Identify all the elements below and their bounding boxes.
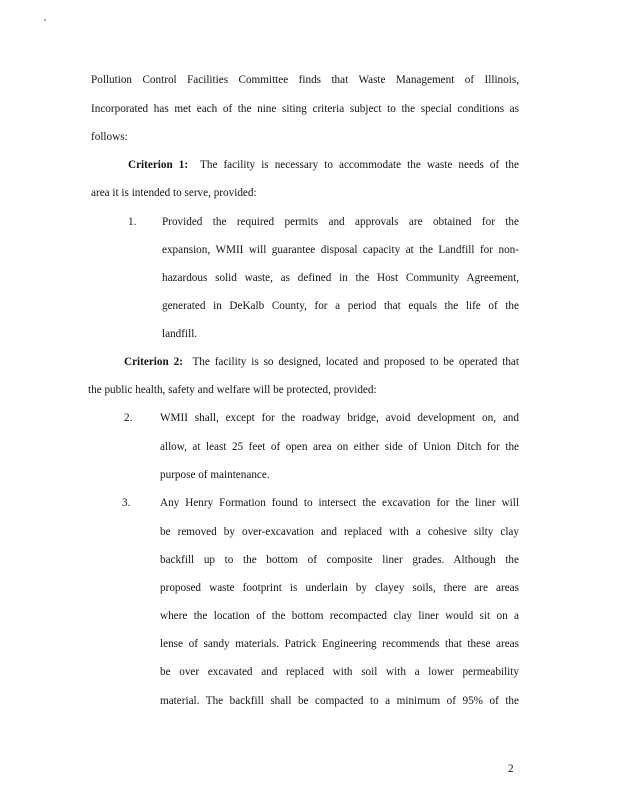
item-1-line-2: expansion, WMII will guarantee disposal capacity at the Landfill for non- <box>162 244 519 256</box>
item-3-line-2: be removed by over-excavation and replaced with a cohesive silty clay <box>160 526 519 538</box>
item-2-line-1: WMII shall, except for the roadway bridge, avoid development on, and <box>160 412 519 424</box>
item-3-line-4: proposed waste footprint is underlain by clayey soils, there are areas <box>160 582 519 594</box>
item-2-number: 2. <box>124 412 133 424</box>
item-3-line-6: lense of sandy materials. Patrick Engineering recommends that these areas <box>160 638 519 650</box>
intro-line-2: Incorporated has met each of the nine siting criteria subject to the special conditions as <box>91 103 519 115</box>
criterion-2-label: Criterion 2: <box>124 356 183 368</box>
item-3-line-5: where the location of the bottom recompacted clay liner would sit on a <box>160 610 519 622</box>
item-3-line-3: backfill up to the bottom of composite liner grades. Although the <box>160 554 519 566</box>
item-1-line-1: Provided the required permits and approvals are obtained for the <box>162 216 519 228</box>
page-number: 2 <box>508 763 514 775</box>
criterion-1-line-2: area it is intended to serve, provided: <box>91 187 257 199</box>
criterion-2-line-2: the public health, safety and welfare will be protected, provided: <box>88 384 377 396</box>
criterion-1-text: The facility is necessary to accommodate the waste needs of the <box>200 159 519 171</box>
intro-line-1: Pollution Control Facilities Committee finds that Waste Management of Illinois, <box>91 74 519 86</box>
criterion-1-line-1 <box>128 158 519 172</box>
scan-speck <box>44 19 46 21</box>
item-1-line-5: landfill. <box>162 328 198 340</box>
item-1-line-3: hazardous solid waste, as defined in the Host Community Agreement, <box>162 272 519 284</box>
item-3-line-7: be over excavated and replaced with soil with a lower permeability <box>160 666 519 678</box>
item-3-number: 3. <box>122 497 131 509</box>
item-1-number: 1. <box>128 216 137 228</box>
item-3-line-8: material. The backfill shall be compacted to a minimum of 95% of the <box>160 695 519 707</box>
item-2-line-2: allow, at least 25 feet of open area on either side of Union Ditch for the <box>160 441 519 453</box>
item-3-line-1: Any Henry Formation found to intersect the excavation for the liner will <box>160 497 519 509</box>
intro-line-3: follows: <box>91 131 128 143</box>
item-1-line-4: generated in DeKalb County, for a period that equals the life of the <box>162 300 519 312</box>
criterion-1-label: Criterion 1: <box>128 159 189 171</box>
criterion-2-text: The facility is so designed, located and proposed to be operated that <box>192 356 519 368</box>
criterion-2-line-1 <box>124 355 519 369</box>
item-2-line-3: purpose of maintenance. <box>160 469 270 481</box>
